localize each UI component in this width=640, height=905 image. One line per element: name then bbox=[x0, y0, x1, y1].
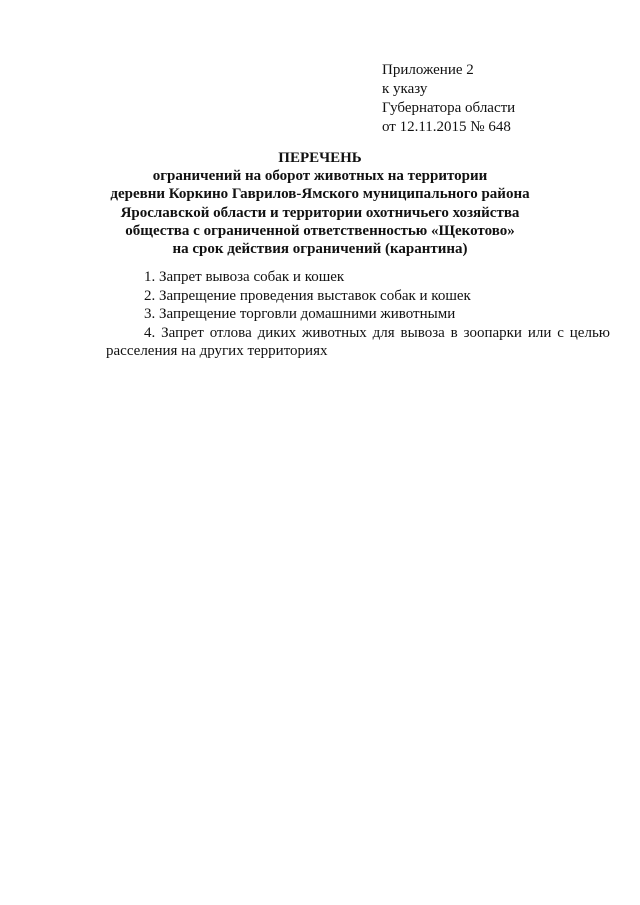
heading-line: деревни Коркино Гаврилов-Ямского муниципального района bbox=[110, 186, 530, 203]
appendix-line: Приложение 2 bbox=[382, 62, 474, 78]
appendix-date-line: от 12.11.2015 № 648 bbox=[382, 119, 511, 135]
heading-line: ограничений на оборот животных на территории bbox=[152, 168, 488, 185]
appendix-block bbox=[382, 61, 515, 137]
heading-line: общества с ограниченной ответственностью «Щекотово» bbox=[125, 222, 515, 239]
list-item: 1. Запрет вывоза собак и кошек bbox=[144, 269, 345, 285]
document-title: ПЕРЕЧЕНЬ bbox=[278, 150, 362, 166]
appendix-line: к указу bbox=[382, 81, 428, 97]
restrictions-list bbox=[106, 268, 610, 361]
list-item: 2. Запрещение проведения выставок собак и кошек bbox=[144, 287, 471, 304]
list-item: 4. Запрет отлова диких животных для вывоза в зоопарки или с целью расселения на других территориях bbox=[106, 324, 610, 359]
heading-line: Ярославской области и территории охотничьего хозяйства bbox=[120, 204, 520, 221]
list-item: 3. Запрещение торговли домашними животными bbox=[144, 306, 456, 322]
appendix-line: Губернатора области bbox=[382, 100, 516, 116]
document-heading bbox=[100, 149, 540, 258]
heading-line: на срок действия ограничений (карантина) bbox=[172, 241, 468, 258]
